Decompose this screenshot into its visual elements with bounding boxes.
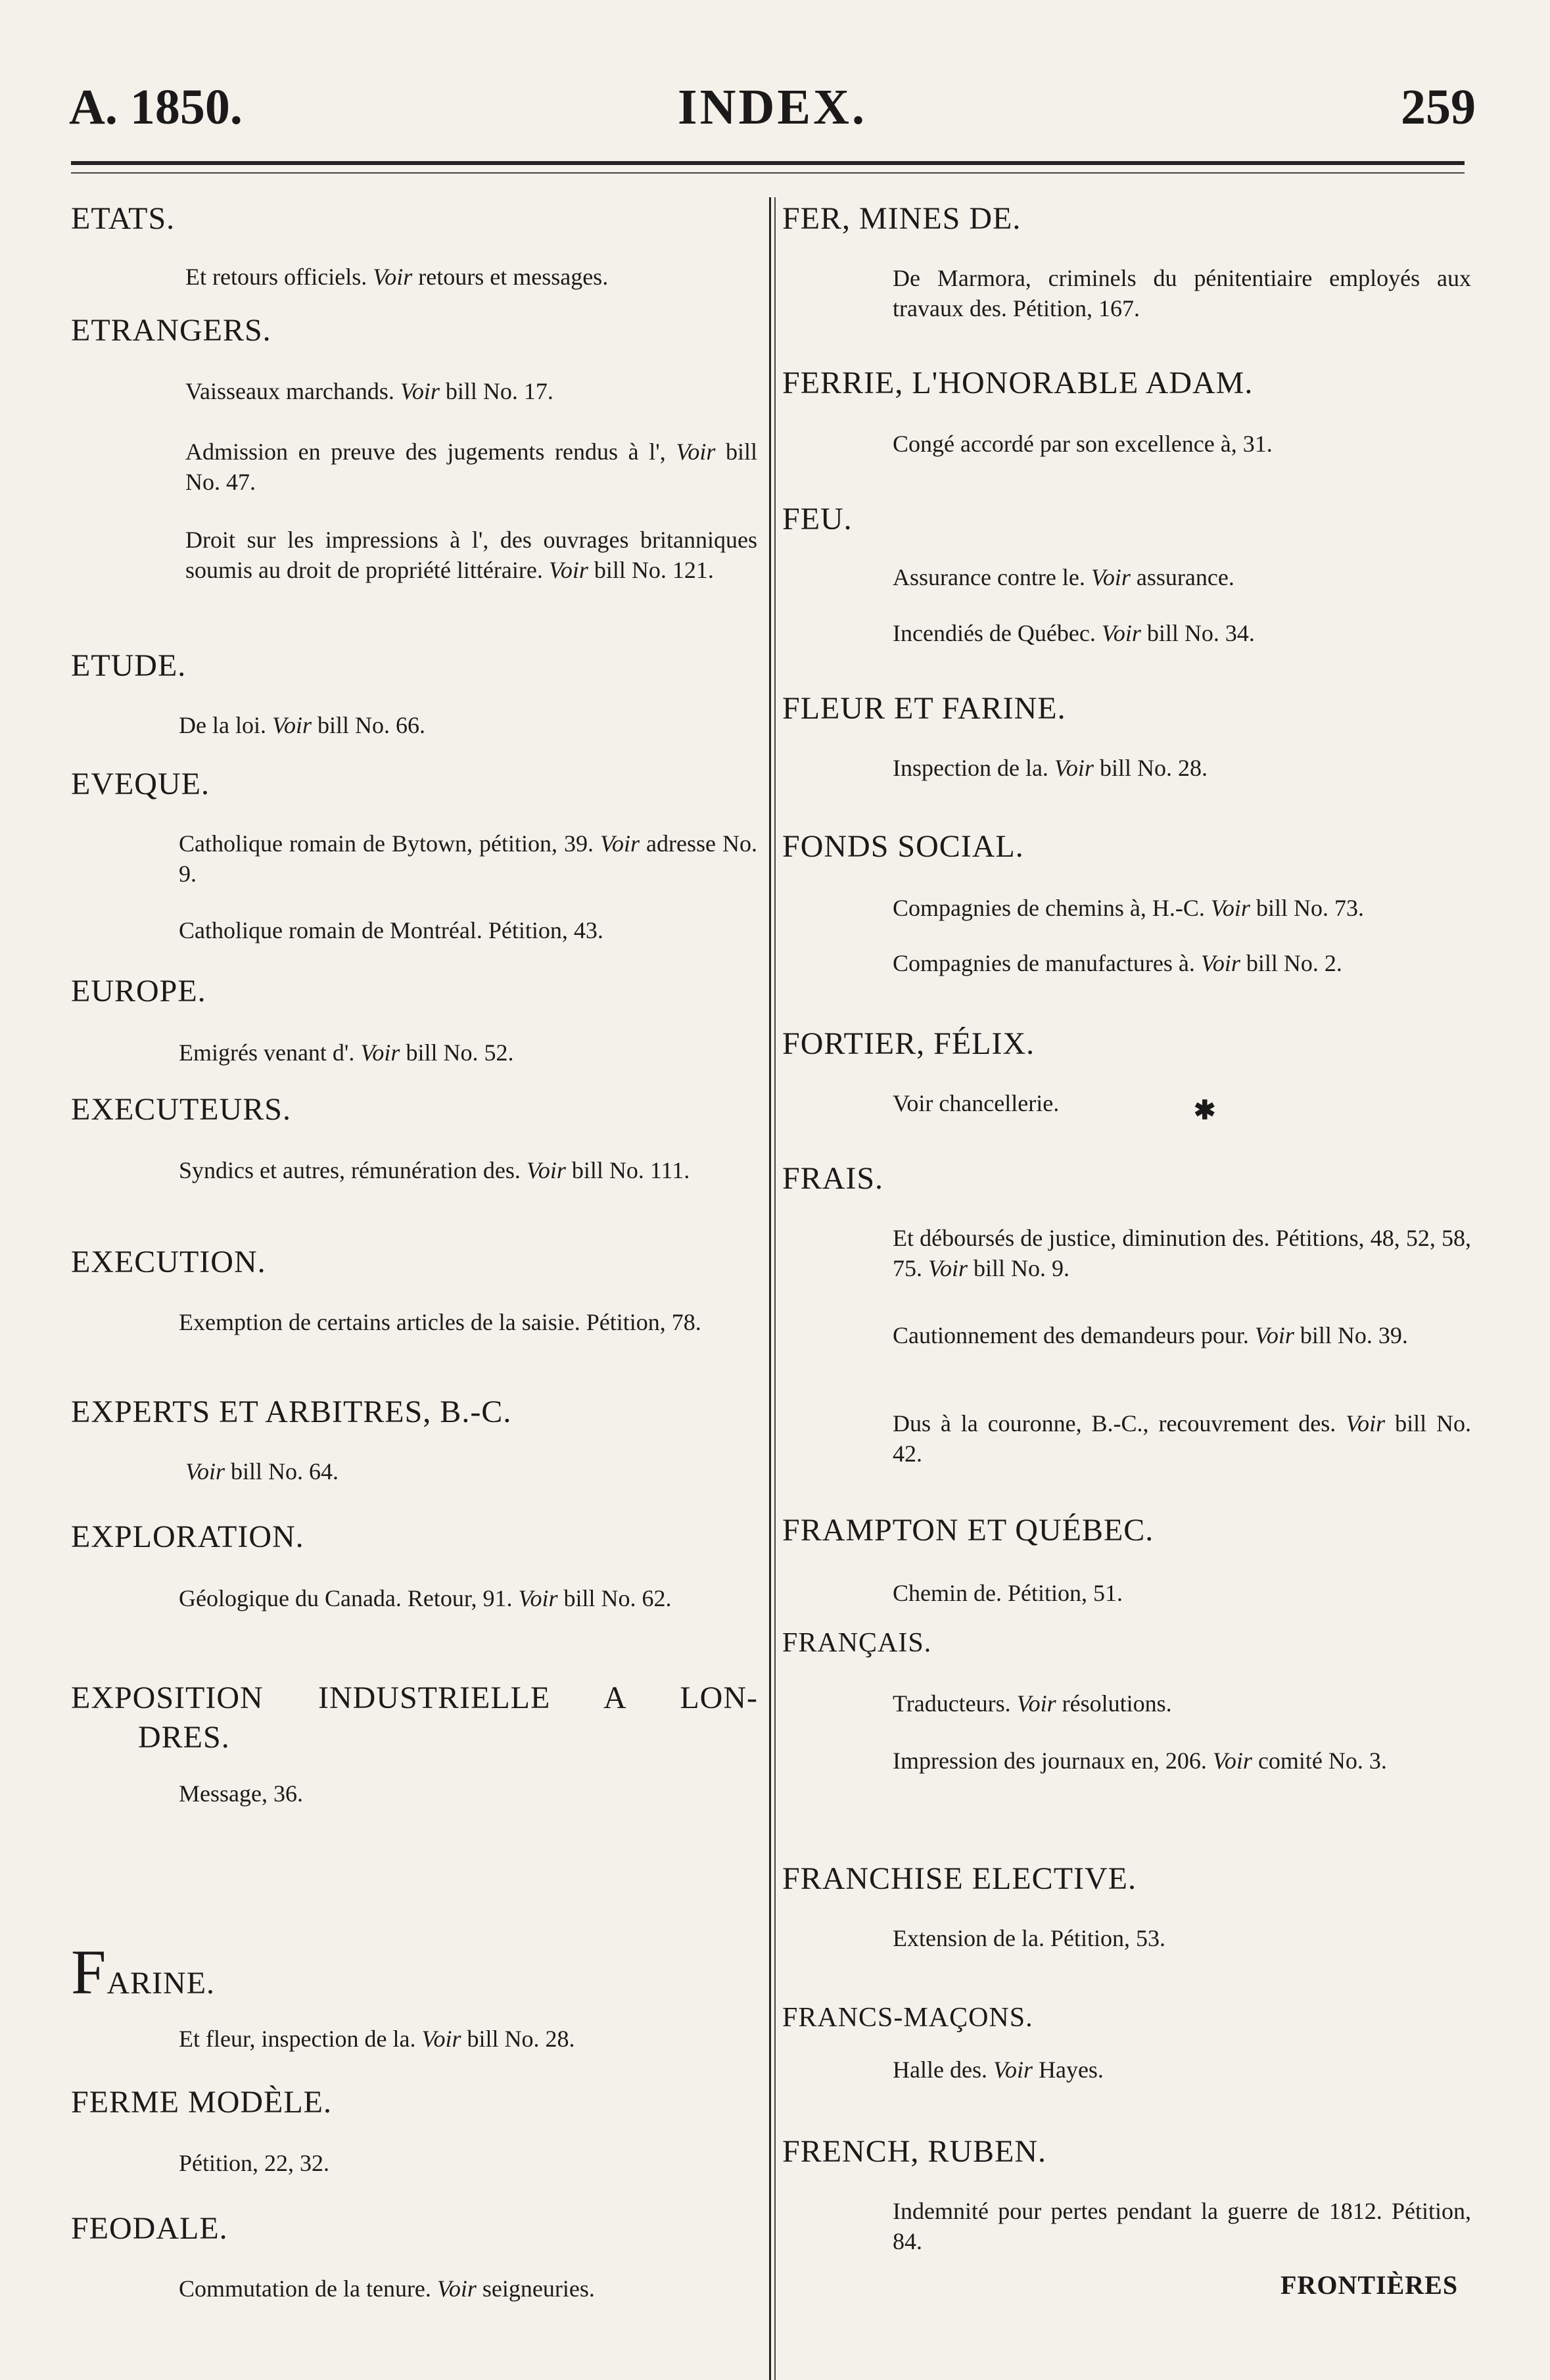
entry-fer-1: De Marmora, criminels du pénitentiaire employés aux travaux des. Pétition, 167. bbox=[893, 265, 1471, 321]
entry-fleur-1: Inspection de la. Voir bill No. 28. bbox=[893, 755, 1208, 781]
entry-francais-1: Traducteurs. Voir résolutions. bbox=[893, 1690, 1172, 1717]
column-divider-inner bbox=[774, 197, 776, 2380]
entry-europe-1: Emigrés venant d'. Voir bill No. 52. bbox=[179, 1039, 514, 1066]
catchword: FRONTIÈRES bbox=[1280, 2270, 1459, 2300]
entry-ferme-1: Pétition, 22, 32. bbox=[179, 2150, 330, 2176]
entry-fonds-2: Compagnies de manufactures à. Voir bill No. 2. bbox=[893, 950, 1342, 976]
heading-frampton: FRAMPTON ET QUÉBEC. bbox=[782, 1513, 1154, 1548]
entry-frampton-1: Chemin de. Pétition, 51. bbox=[893, 1580, 1123, 1606]
entry-etude-1: De la loi. Voir bill No. 66. bbox=[179, 712, 425, 738]
entry-ferrie-1: Congé accordé par son excellence à, 31. bbox=[893, 431, 1273, 457]
heading-eveque: EVEQUE. bbox=[71, 767, 210, 801]
heading-francais: FRANÇAIS. bbox=[782, 1628, 932, 1658]
header-rule-thin bbox=[71, 172, 1465, 174]
entry-frais-1: Et déboursés de justice, diminution des. Pétitions, 48, 52, 58, 75. Voir bill No. 9. bbox=[893, 1225, 1471, 1281]
heading-francs: FRANCS-MAÇONS. bbox=[782, 2003, 1033, 2033]
heading-fortier: FORTIER, FÉLIX. bbox=[782, 1026, 1035, 1061]
heading-etrangers: ETRANGERS. bbox=[71, 313, 271, 348]
entry-fortier-1: Voir chancellerie. bbox=[893, 1090, 1060, 1116]
heading-feu: FEU. bbox=[782, 502, 853, 536]
heading-etude: ETUDE. bbox=[71, 648, 187, 683]
entry-execution-1: Exemption de certains articles de la saisie. Pétition, 78. bbox=[179, 1309, 701, 1335]
heading-etats: ETATS. bbox=[71, 201, 176, 236]
entry-fonds-1: Compagnies de chemins à, H.-C. Voir bill No. 73. bbox=[893, 895, 1364, 921]
heading-exposition-line1: EXPOSITION INDUSTRIELLE A LON- bbox=[71, 1680, 758, 1715]
entry-eveque-2: Catholique romain de Montréal. Pétition, 43. bbox=[179, 917, 603, 943]
heading-farine: FARINE. bbox=[71, 1937, 216, 2007]
entry-experts-1: Voir bill No. 64. bbox=[185, 1458, 339, 1485]
header-page-number: 259 bbox=[1401, 80, 1476, 135]
dropcap-letter: F bbox=[71, 1937, 107, 2007]
entry-feodale-1: Commutation de la tenure. Voir seigneuries. bbox=[179, 2275, 595, 2302]
entry-exposition-1: Message, 36. bbox=[179, 1780, 303, 1807]
heading-feodale: FEODALE. bbox=[71, 2211, 228, 2246]
entry-franchise-1: Extension de la. Pétition, 53. bbox=[893, 1925, 1165, 1951]
entry-executeurs-1: Syndics et autres, rémunération des. Voir bill No. 111. bbox=[179, 1157, 690, 1183]
entry-farine-1: Et fleur, inspection de la. Voir bill No. 28. bbox=[179, 2026, 575, 2052]
ink-speck: ✱ bbox=[1194, 1095, 1216, 1125]
heading-franchise: FRANCHISE ELECTIVE. bbox=[782, 1861, 1137, 1896]
heading-fer: FER, MINES DE. bbox=[782, 201, 1022, 236]
heading-ferrie: FERRIE, L'HONORABLE ADAM. bbox=[782, 366, 1254, 400]
heading-executeurs: EXECUTEURS. bbox=[71, 1092, 291, 1127]
page-header bbox=[69, 79, 1476, 138]
entry-etrangers-1: Vaisseaux marchands. Voir bill No. 17. bbox=[185, 378, 553, 404]
heading-exposition-line2: DRES. bbox=[138, 1720, 230, 1755]
entry-french-1: Indemnité pour pertes pendant la guerre de 1812. Pétition, 84. bbox=[893, 2198, 1471, 2254]
header-title: INDEX. bbox=[678, 80, 867, 135]
heading-ferme: FERME MODÈLE. bbox=[71, 2085, 332, 2120]
entry-exploration-1: Géologique du Canada. Retour, 91. Voir bill No. 62. bbox=[179, 1585, 672, 1611]
entry-feu-2: Incendiés de Québec. Voir bill No. 34. bbox=[893, 620, 1255, 646]
heading-fleur: FLEUR ET FARINE. bbox=[782, 691, 1066, 726]
heading-execution: EXECUTION. bbox=[71, 1245, 266, 1279]
column-divider bbox=[769, 197, 771, 2380]
heading-experts: EXPERTS ET ARBITRES, B.-C. bbox=[71, 1394, 512, 1429]
entry-francais-2: Impression des journaux en, 206. Voir comité No. 3. bbox=[893, 1748, 1387, 1774]
entry-etrangers-2: Admission en preuve des jugements rendus à l', Voir bill No. 47. bbox=[185, 439, 757, 495]
entry-eveque-1: Catholique romain de Bytown, pétition, 39. Voir adresse No. 9. bbox=[179, 830, 758, 887]
header-year: A. 1850. bbox=[69, 80, 243, 135]
entry-etats-1: Et retours officiels. Voir retours et messages. bbox=[185, 264, 609, 290]
heading-frais: FRAIS. bbox=[782, 1161, 884, 1196]
entry-etrangers-3: Droit sur les impressions à l', des ouvrages britanniques soumis au droit de propriété littéraire. Voir bill No. 121. bbox=[185, 527, 757, 583]
entry-frais-3: Dus à la couronne, B.-C., recouvrement des. Voir bill No. 42. bbox=[893, 1410, 1471, 1467]
entry-feu-1: Assurance contre le. Voir assurance. bbox=[893, 564, 1234, 590]
header-rule-thick bbox=[71, 161, 1465, 165]
heading-europe: EUROPE. bbox=[71, 974, 206, 1009]
heading-french: FRENCH, RUBEN. bbox=[782, 2134, 1047, 2169]
heading-fonds: FONDS SOCIAL. bbox=[782, 829, 1024, 864]
entry-frais-2: Cautionnement des demandeurs pour. Voir bill No. 39. bbox=[893, 1322, 1408, 1348]
heading-exploration: EXPLORATION. bbox=[71, 1519, 304, 1554]
entry-francs-1: Halle des. Voir Hayes. bbox=[893, 2057, 1104, 2083]
